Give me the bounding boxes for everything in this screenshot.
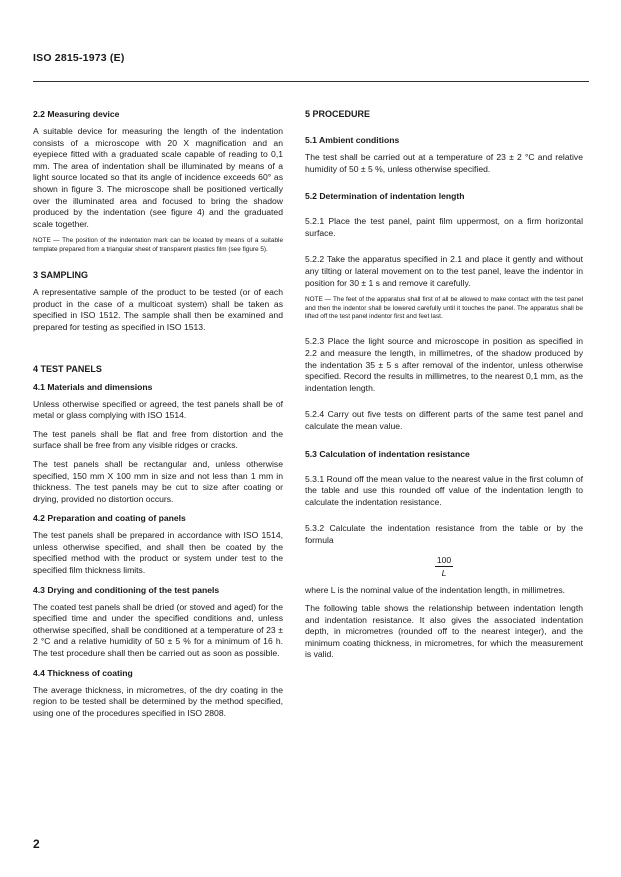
left-column [33,108,283,726]
section-5-2-3-body: 5.2.3 Place the light source and microscope in position as specified in 2.2 and measure the length, in millimetres, of the shadow produced by the indentation 35 ± 5 s after removal of the indentor, unless otherwise specified. Record the results in millimetres, to the nearest 0,1 mm, as the indentation length. [305,336,583,393]
section-2-2-heading: 2.2 Measuring device [33,109,120,119]
section-5-1-heading: 5.1 Ambient conditions [305,135,400,145]
document-header: ISO 2815-1973 (E) [33,52,125,64]
section-5-2-heading: 5.2 Determination of indentation length [305,191,465,202]
formula-where-text: where L is the nominal value of the indentation length, in millimetres. [305,584,566,595]
section-4-1-heading: 4.1 Materials and dimensions [33,381,153,392]
section-5-heading: 5 PROCEDURE [305,109,371,119]
section-5-3-heading: 5.3 Calculation of indentation resistance [305,448,470,459]
section-4-1-para-3: The test panels shall be rectangular and, unless otherwise specified, 150 mm X 100 mm in size and not less than 1 mm in thickness. The test panels may be cut to size after coating or drying, provided no distortion occurs. [33,458,283,504]
section-5-2-4-body: 5.2.4 Carry out five tests on different parts of the same test panel and calculate the mean value. [305,409,583,431]
section-5-1-body: The test shall be carried out at a temperature of 23 ± 2 °C and relative humidity of 50 ± 5 %, unless otherwise specified. [305,152,583,174]
section-4-4-body: The average thickness, in micrometres, of the dry coating in the region to be tested shall be determined by the method specified, using one of the procedures specified in ISO 2808. [33,684,283,718]
section-3-heading: 3 SAMPLING [33,270,89,281]
section-4-heading: 4 TEST PANELS [33,363,102,374]
page-number: 2 [33,837,40,851]
header-rule [33,81,589,82]
section-5-3-1-body: 5.3.1 Round off the mean value to the nearest value in the first column of the table and use this rounded off value of the indentation length to calculate the indentation resistance. [305,473,583,507]
section-3-body: A representative sample of the product to be tested (or of each product in the case of a multicoat system) shall be taken as specified in ISO 1512. The sample shall then be examined and prepared for testing as specified in ISO 1513. [33,287,283,332]
section-2-2-note: NOTE — The position of the indentation mark can be located by means of a suitable template prepared from a triangular sheet of transparent plastics film (see figure 5). [33,237,283,253]
formula-denominator: L [441,567,447,578]
indentation-formula [305,554,583,579]
formula-numerator: 100 [436,554,452,565]
section-4-1-para-1: Unless otherwise specified or agreed, the test panels shall be of metal or glass complying with ISO 1514. [33,398,283,421]
section-5-2-1-body: 5.2.1 Place the test panel, paint film uppermost, on a firm horizontal surface. [305,216,583,238]
section-5-2-2-note: NOTE — The feet of the apparatus shall first of all be allowed to make contact with the test panel and then the indentor shall be lowered carefully until it touches the panel. The apparatus shall be lifted off the test panel indentor first and feet last. [305,296,583,320]
section-4-1-para-2: The test panels shall be flat and free from distortion and the surface shall be free from any visible ridges or cracks. [33,428,283,451]
section-4-2-body: The test panels shall be prepared in accordance with ISO 1514, unless otherwise specified, and shall then be coated by the specified method with the product or system under test to the specified film thickness limits. [33,530,283,576]
section-4-3-heading: 4.3 Drying and conditioning of the test panels [33,584,220,595]
section-4-2-heading: 4.2 Preparation and coating of panels [33,513,186,524]
table-description: The following table shows the relationship between indentation length and indentation resistance. It also gives the associated indentation depth, in micrometres (rounded off to the nearest integer), and the minimum coating thickness, in micrometres, for which the measurement is valid. [305,603,583,660]
section-2-2-body: A suitable device for measuring the length of the indentation consists of a microscope with 20 X magnification and an eyepiece fitted with a graduated scale capable of reading to 0,1 mm. The area of indentation shall be illuminated by means of a light source located so that its angle of incidence exceeds 60° as shown in figure 3. The microscope shall be positioned vertically over the illuminated area and focused to bring the shadow produced by the indentation (see figure 4) and the graduated scale together. [33,126,283,229]
section-4-3-body: The coated test panels shall be dried (or stoved and aged) for the specified time and under the specified conditions and, unless otherwise specified, shall be conditioned at a temperature of 23 ± 2 °C and a relative humidity of 50 ± 5 % for a minimum of 16 h. The test procedure shall then be carried out as soon as possible. [33,601,283,659]
right-column [305,108,583,668]
section-4-4-heading: 4.4 Thickness of coating [33,667,133,678]
section-5-2-2-body: 5.2.2 Take the apparatus specified in 2.1 and place it gently and without any tilting or lateral movement on to the test panel, leave the indentor in position for 30 ± 1 s and remove it carefully. [305,254,583,288]
section-5-3-2-body: 5.3.2 Calculate the indentation resistance from the table or by the formula [305,523,583,545]
